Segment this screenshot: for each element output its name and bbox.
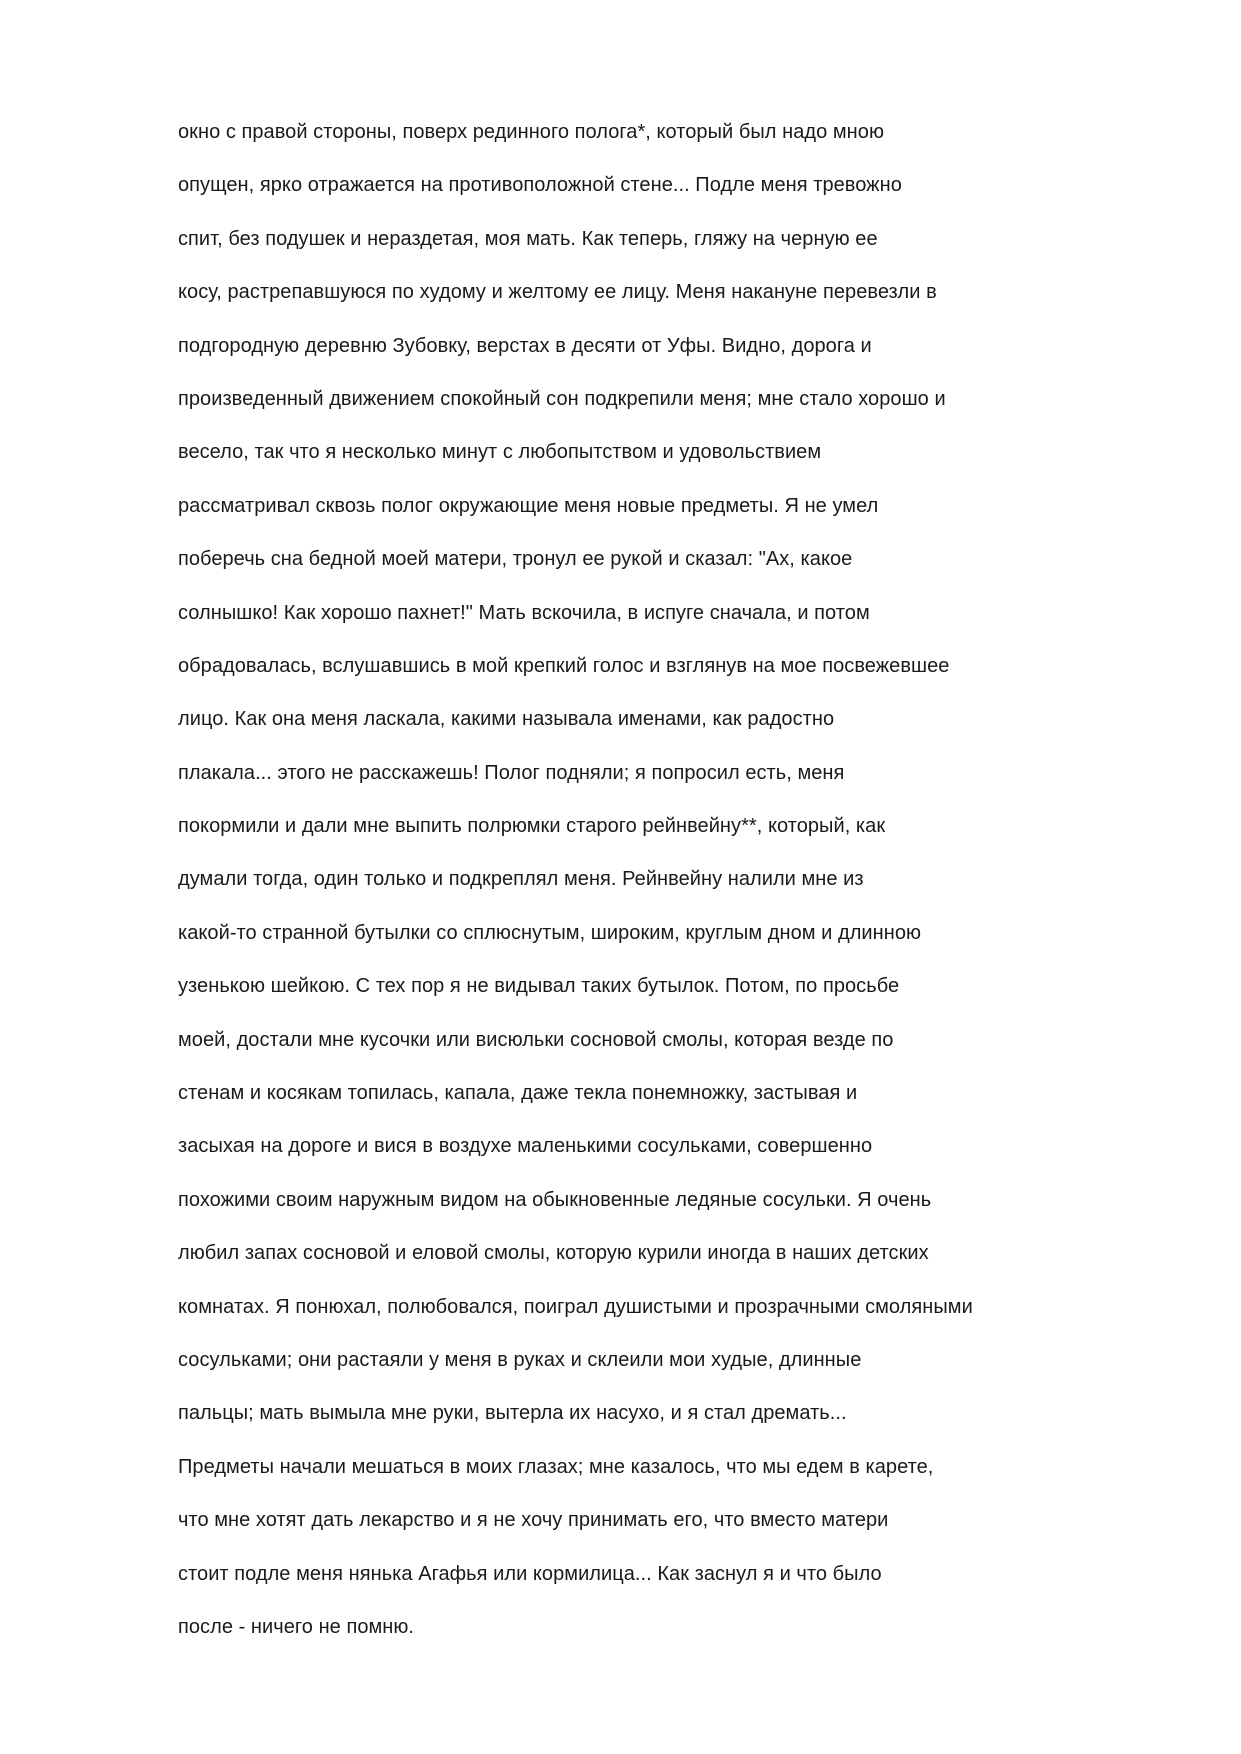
- text-line: подгородную деревню Зубовку, верстах в десяти от Уфы. Видно, дорога и: [178, 334, 872, 357]
- text-line: комнатах. Я понюхал, полюбовался, поиграл душистыми и прозрачными смоляными: [178, 1295, 973, 1318]
- text-line: стенам и косякам топилась, капала, даже текла понемножку, застывая и: [178, 1082, 858, 1105]
- text-line: рассматривал сквозь полог окружающие меня новые предметы. Я не умел: [178, 494, 879, 517]
- text-line: пальцы; мать вымыла мне руки, вытерла их насухо, и я стал дремать...: [178, 1402, 847, 1425]
- text-line: весело, так что я несколько минут с любопытством и удовольствием: [178, 441, 822, 464]
- body-text: [178, 112, 1178, 1660]
- text-line: похожими своим наружным видом на обыкновенные ледяные сосульки. Я очень: [178, 1188, 932, 1211]
- text-line: стоит подле меня нянька Агафья или кормилица... Как заснул я и что было: [178, 1562, 882, 1585]
- text-line: любил запах сосновой и еловой смолы, которую курили иногда в наших детских: [178, 1242, 929, 1265]
- text-line: плакала... этого не расскажешь! Полог подняли; я попросил есть, меня: [178, 761, 845, 784]
- text-line: опущен, ярко отражается на противоположной стене... Подле меня тревожно: [178, 174, 902, 197]
- text-line: покормили и дали мне выпить полрюмки старого рейнвейну**, который, как: [178, 815, 886, 838]
- text-line: обрадовалась, вслушавшись в мой крепкий голос и взглянув на мое посвежевшее: [178, 654, 950, 677]
- text-line: узенькою шейкою. С тех пор я не видывал таких бутылок. Потом, по просьбе: [178, 975, 900, 998]
- text-line: думали тогда, один только и подкреплял меня. Рейнвейну налили мне из: [178, 868, 864, 891]
- text-line: моей, достали мне кусочки или висюльки сосновой смолы, которая везде по: [178, 1028, 894, 1051]
- text-line: косу, растрепавшуюся по худому и желтому ее лицу. Меня накануне перевезли в: [178, 281, 937, 304]
- text-line: произведенный движением спокойный сон подкрепили меня; мне стало хорошо и: [178, 387, 946, 410]
- text-line: сосульками; они растаяли у меня в руках и склеили мои худые, длинные: [178, 1348, 862, 1371]
- text-line: Предметы начали мешаться в моих глазах; мне казалось, что мы едем в карете,: [178, 1455, 934, 1478]
- text-line: спит, без подушек и нераздетая, моя мать. Как теперь, гляжу на черную ее: [178, 227, 878, 250]
- text-line: лицо. Как она меня ласкала, какими называла именами, как радостно: [178, 708, 835, 731]
- text-line: окно с правой стороны, поверх рединного полога*, который был надо мною: [178, 121, 884, 143]
- text-line: засыхая на дороге и вися в воздухе маленькими сосульками, совершенно: [178, 1135, 873, 1158]
- text-line: что мне хотят дать лекарство и я не хочу принимать его, что вместо матери: [178, 1509, 889, 1532]
- text-line: какой-то странной бутылки со сплюснутым, широким, круглым дном и длинною: [178, 921, 922, 944]
- text-line: после - ничего не помню.: [178, 1615, 415, 1638]
- text-line: солнышко! Как хорошо пахнет!" Мать вскочила, в испуге сначала, и потом: [178, 601, 870, 624]
- text-line: поберечь сна бедной моей матери, тронул ее рукой и сказал: "Ах, какое: [178, 548, 853, 571]
